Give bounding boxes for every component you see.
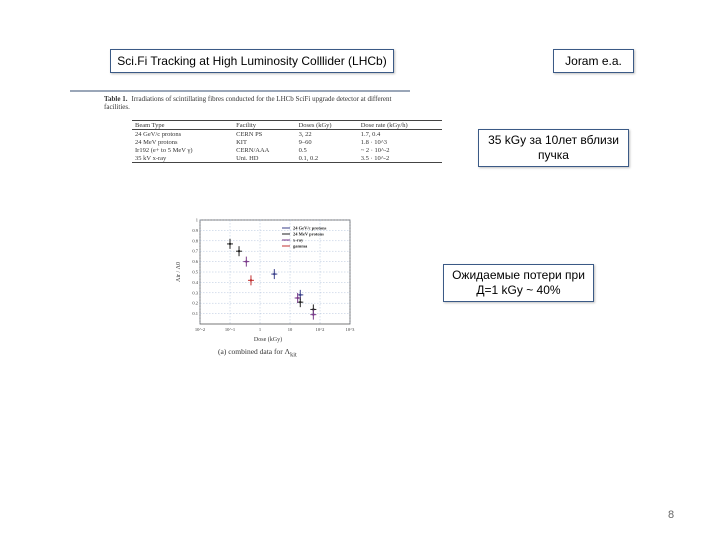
x-tick-label: 10^-1 (224, 327, 236, 332)
table-cell: CERN PS (236, 130, 263, 138)
plot-grid (200, 220, 350, 324)
table-cell: Uni. HD (233, 154, 295, 163)
table-cell: 24 MeV protons (135, 138, 178, 146)
data-point (271, 269, 277, 279)
table-header-cell: Beam Type (132, 121, 233, 130)
irradiation-table-figure (70, 90, 410, 175)
author-label: Joram e.a. (565, 53, 622, 68)
legend-entry: gamma (293, 243, 308, 249)
page-number: 8 (668, 509, 675, 521)
table-cell: 3, 22 (298, 130, 312, 138)
plot-caption-text: (a) combined data for Λ (218, 347, 291, 356)
table-cell: 0.1, 0.2 (296, 154, 358, 163)
y-tick-label: 0.8 (192, 238, 198, 244)
data-point (227, 239, 233, 249)
data-point (236, 246, 242, 256)
data-point (310, 310, 316, 320)
attenuation-plot (170, 215, 360, 360)
point-marker (312, 313, 314, 315)
table-cell: 1.8 · 10^3 (360, 138, 388, 146)
x-tick-label: 10^3 (345, 327, 355, 332)
point-marker (296, 297, 298, 299)
y-tick-label: 0.4 (192, 279, 198, 285)
data-point (243, 257, 249, 267)
table-cell: 24 GeV/c protons (135, 130, 182, 138)
legend-entry: 24 MeV protons (293, 231, 324, 237)
table-header-cell: Doses (kGy) (296, 121, 358, 130)
y-tick-labels (192, 218, 198, 317)
table-cell: CERN/AAA (236, 146, 270, 154)
y-axis-label: Λir / Λ0 (176, 261, 182, 283)
loss-note-text: Ожидаемые потери при Д=1 kGy ~ 40% (452, 268, 585, 297)
dose-note-text: 35 kGy за 10лет вблизи пучка (488, 133, 619, 162)
table-header-cell: Dose rate (kGy/h) (358, 121, 442, 130)
loss-note-box (443, 264, 594, 302)
x-tick-label: 10^2 (315, 327, 325, 332)
dose-note-box (478, 129, 629, 167)
y-tick-label: 0.6 (192, 259, 198, 265)
plot-caption-subscript: kit (290, 351, 297, 359)
x-tick-label: 10 (287, 327, 293, 332)
table-header-row (132, 121, 442, 130)
table-label: Table 1. (104, 95, 128, 103)
point-marker (229, 243, 231, 245)
irradiation-table (132, 120, 442, 163)
table-row (132, 130, 442, 139)
table-cell: 1.7, 0.4 (360, 130, 381, 138)
plot-caption (218, 347, 297, 359)
x-tick-label: 1 (258, 327, 262, 332)
x-axis-label: Dose (kGy) (253, 337, 283, 343)
table-cell: 0.5 (298, 146, 307, 154)
point-marker (238, 250, 240, 252)
table-row (132, 154, 442, 163)
table-caption (104, 95, 404, 112)
table-row (132, 138, 442, 146)
table-cell: 9–60 (298, 138, 312, 146)
table-cell: Ir192 (e+ to 5 MeV γ) (135, 146, 193, 154)
point-marker (299, 301, 301, 303)
x-tick-label: 10^-2 (194, 327, 206, 332)
point-marker (299, 294, 301, 296)
y-tick-label: 1 (195, 217, 198, 223)
y-tick-label: 0.2 (192, 300, 198, 306)
slide-title-box (110, 49, 394, 73)
y-tick-label: 0.7 (192, 248, 198, 254)
data-point (248, 275, 254, 285)
table-cell: ~ 2 · 10^-2 (360, 146, 390, 154)
legend-entry: x-ray (293, 237, 304, 243)
table-row (132, 146, 442, 154)
y-tick-label: 0.3 (192, 290, 198, 296)
slide-title: Sci.Fi Tracking at High Luminosity Colllider (LHCb) (117, 53, 387, 68)
point-marker (245, 260, 247, 262)
y-tick-label: 0.1 (192, 311, 198, 317)
y-tick-label: 0.5 (192, 269, 198, 275)
point-marker (250, 279, 252, 281)
author-box (553, 49, 634, 73)
table-caption-text: Irradiations of scintillating fibres conducted for the LHCb SciFi upgrade detector at different facilities. (104, 95, 392, 112)
table-cell: 35 kV x-ray (132, 154, 233, 163)
table-cell: KIT (236, 138, 247, 146)
point-marker (273, 273, 275, 275)
legend-entry: 24 GeV/c protons (293, 225, 327, 231)
table-header-cell: Facility (233, 121, 295, 130)
y-tick-label: 0.9 (192, 227, 198, 233)
x-tick-labels (195, 327, 355, 332)
table-cell: 3.5 · 10^-2 (358, 154, 442, 163)
table-rule (70, 90, 410, 92)
